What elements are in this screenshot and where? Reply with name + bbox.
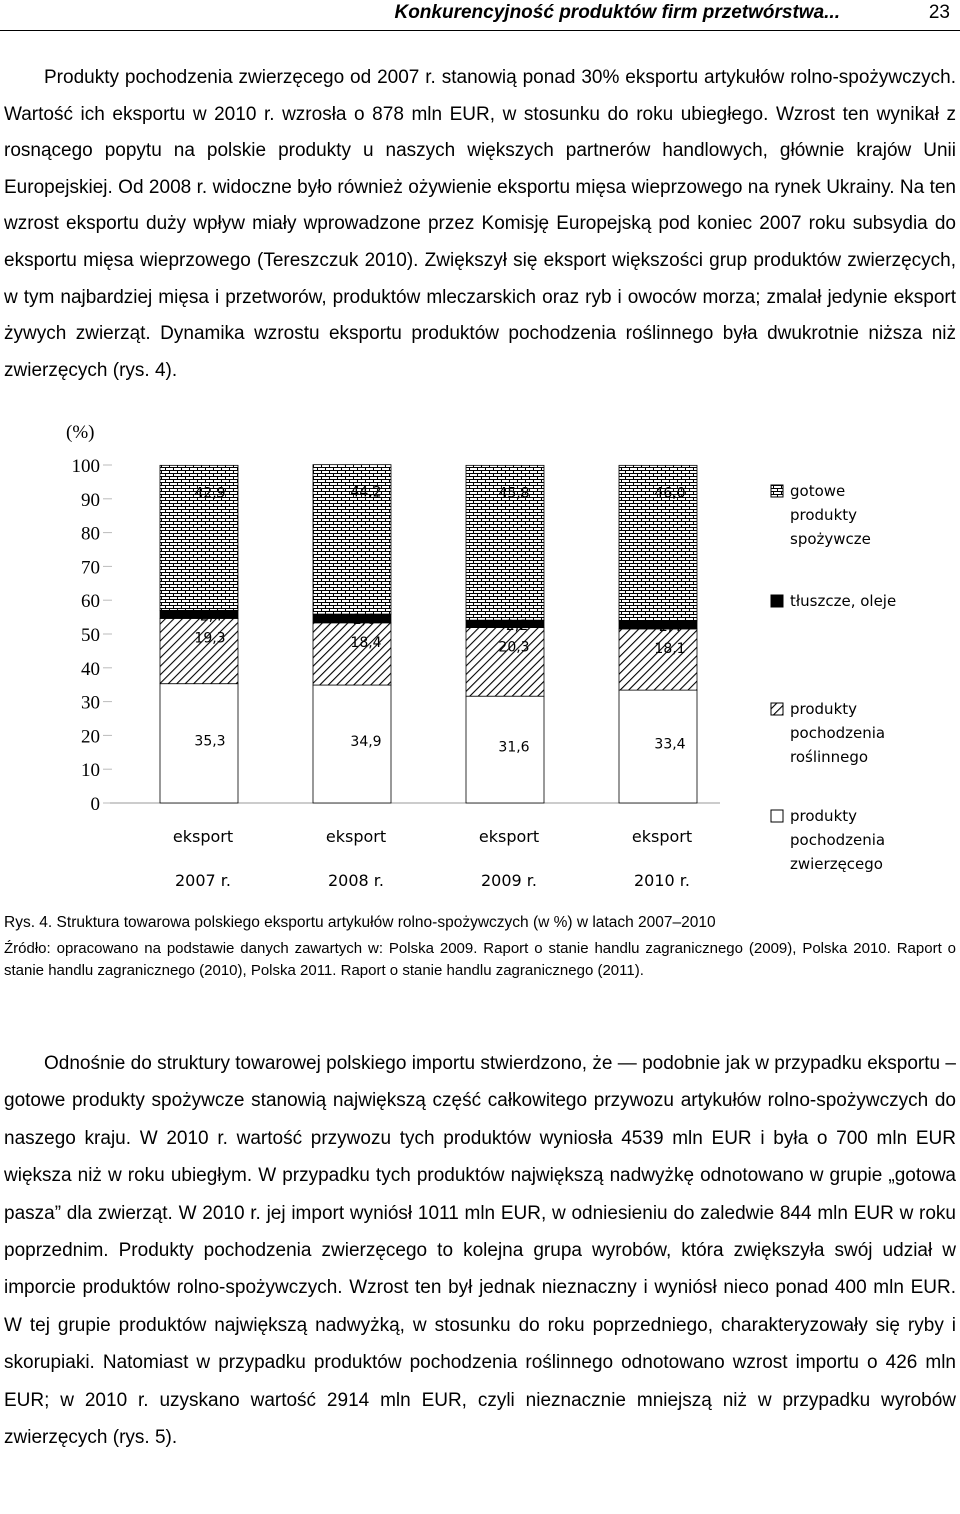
legend-label: produkty <box>790 807 858 825</box>
figure-caption-text: Struktura towarowa polskiego eksportu artykułów rolno-spożywczych (w %) w latach 2007–2010 <box>56 914 716 931</box>
data-label: 45,8 <box>498 485 530 502</box>
legend-swatch <box>771 703 783 715</box>
y-tick-label: 20 <box>81 726 100 748</box>
legend-label: roślinnego <box>790 748 869 766</box>
category-label: eksport <box>325 827 387 846</box>
data-label: 44,2 <box>350 484 382 501</box>
y-tick-label: 40 <box>81 658 100 680</box>
legend-swatch <box>771 595 783 607</box>
y-tick-label: 60 <box>81 591 100 613</box>
page-number: 23 <box>928 2 950 23</box>
figure-caption-label: Rys. 4. <box>4 914 53 931</box>
y-tick-label: 0 <box>90 794 100 815</box>
data-label: 33,4 <box>654 736 686 753</box>
body-paragraph-2-text: Odnośnie do struktury towarowej polskiego importu stwierdzono, że — podobnie jak w przypadku eksportu – gotowe produkty spożywcze stanowią największą część całkowitego przywozu artykułów rolno-spożywczych do naszego kraju. W 2010 r. wartość przywozu tych produktów wyniosła 4539 mln EUR i była o 700 mln EUR większa niż w roku ubiegłym. W przypadku tych produktów największą nadwyżkę odnotowano w grupie „gotowa pasza” dla zwierząt. W 2010 r. jej import wyniósł 1011 mln EUR, w odniesieniu do zaledwie 844 mln EUR w roku poprzednim. Produkty pochodzenia zwierzęcego to kolejna grupa wyrobów, która zwiększyła swój udział w imporcie produktów rolno-spożywczych. Wzrost ten był jednak nieznaczny i wyniósł nieco ponad 400 mln EUR. W tej grupie produktów największą nadwyżką, w stosunku do roku poprzedniego, charakteryzowały się ryby i skorupiaki. Natomiast w przypadku produktów pochodzenia roślinnego odnotowano wzrost importu o 426 mln EUR; w 2010 r. uzyskano wartość 2914 mln EUR, czyli nieznacznie mniejszą niż w przypadku wyrobów zwierzęcych (rys. 5). <box>4 1053 956 1449</box>
bar-segment <box>313 623 391 685</box>
figure-source: Źródło: opracowano na podstawie danych zawartych w: Polska 2009. Raport o stanie handlu zagranicznego (2009), Polska 2010. Raport o stanie handlu zagranicznego (2010), Polska 2011. Raport o stanie handlu zagranicznego (2011). <box>4 940 956 979</box>
running-header-title: Konkurencyjność produktów firm przetwórstwa... <box>394 2 840 23</box>
y-tick-label: 80 <box>81 523 100 545</box>
legend-label: spożywcze <box>790 530 871 548</box>
data-label: 19,3 <box>194 630 226 647</box>
data-label: 18,1 <box>654 640 686 657</box>
category-label: eksport <box>478 827 540 846</box>
figure-caption <box>4 913 956 933</box>
running-header <box>0 0 960 31</box>
data-label: 46,0 <box>654 485 686 502</box>
legend-label: pochodzenia <box>790 724 886 742</box>
legend-label: produkty <box>790 506 858 524</box>
data-label: 35,3 <box>194 733 226 750</box>
y-tick-label: 90 <box>81 489 100 511</box>
y-tick-label: 30 <box>81 692 100 714</box>
legend-label: zwierzęcego <box>790 855 883 873</box>
category-year-label: 2007 r. <box>175 871 231 890</box>
category-label: eksport <box>631 827 693 846</box>
data-label: 34,9 <box>350 734 382 751</box>
data-label: 2,6 <box>352 612 376 629</box>
category-year-label: 2009 r. <box>481 871 537 890</box>
data-label: 18,4 <box>350 634 382 651</box>
legend-label: pochodzenia <box>790 831 886 849</box>
data-label: 2,2 <box>505 618 529 635</box>
data-label: 20,3 <box>498 639 530 656</box>
legend-label: gotowe <box>790 482 846 500</box>
legend-label: tłuszcze, oleje <box>790 592 897 610</box>
y-tick-label: 100 <box>71 456 100 477</box>
y-tick-label: 10 <box>81 760 100 782</box>
data-label: 2,4 <box>199 608 223 625</box>
data-label: 31,6 <box>498 739 530 756</box>
y-tick-label: 50 <box>81 625 100 646</box>
category-year-label: 2008 r. <box>328 871 384 890</box>
data-label: 42,9 <box>194 485 226 502</box>
bar-segment <box>160 618 238 683</box>
legend-swatch <box>771 810 783 822</box>
bar-segment <box>619 629 697 690</box>
stacked-bar-chart <box>0 410 960 905</box>
data-label: 2,4 <box>658 618 682 635</box>
body-paragraph-1 <box>4 60 956 389</box>
y-tick-label: 70 <box>81 557 100 579</box>
body-paragraph-1-text: Produkty pochodzenia zwierzęcego od 2007 r. stanowią ponad 30% eksportu artykułów rolno-spożywczych. Wartość ich eksportu w 2010 r. wzrosła o 878 mln EUR, w stosunku do roku ubiegłego. Wzrost ten wynikał z rosnącego popytu na polskie produkty u naszych większych partnerów handlowych, głównie krajów Unii Europejskiej. Od 2008 r. widoczne było również ożywienie eksportu mięsa wieprzowego na rynek Ukrainy. Na ten wzrost eksportu duży wpływ miały wprowadzone przez Komisję Europejską pod koniec 2007 roku subsydia do eksportu mięsa wieprzowego (Tereszczuk 2010). Zwiększył się eksport większości grup produktów zwierzęcych, w tym najbardziej mięsa i przetworów, produktów mleczarskich oraz ryb i owoców morza; zmalał jedynie eksport żywych zwierząt. Dynamika wzrostu eksportu produktów pochodzenia roślinnego była dwukrotnie niższa niż zwierzęcych (rys. 4). <box>4 67 956 381</box>
legend-swatch <box>771 485 783 497</box>
category-year-label: 2010 r. <box>634 871 690 890</box>
legend-label: produkty <box>790 700 858 718</box>
bar-segment <box>466 628 544 697</box>
category-label: eksport <box>172 827 234 846</box>
body-paragraph-2 <box>4 1045 956 1456</box>
y-axis-label: (%) <box>66 422 95 443</box>
